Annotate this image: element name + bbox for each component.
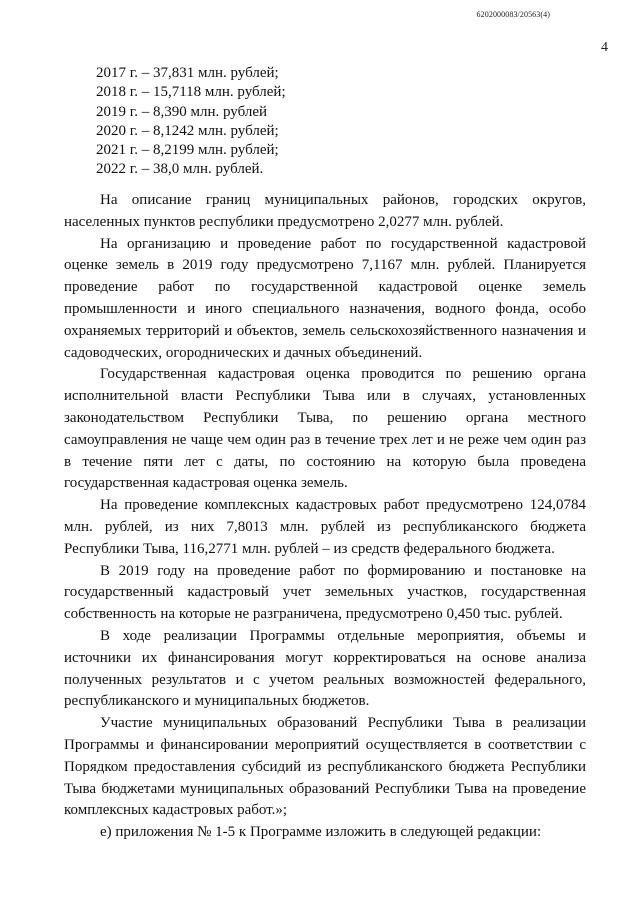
paragraph-program-adjustment: В ходе реализации Программы отдельные мероприятия, объемы и источники их финансирования могут корректироваться на основе анализа полученных результатов и с учетом реальных возможностей федерального, республиканского и муниципальных бюджетов. <box>64 627 586 710</box>
paragraph-boundaries-funding: На описание границ муниципальных районов, городских округов, населенных пунктов республики предусмотрено 2,0277 млн. рублей. <box>64 192 586 230</box>
list-item: 2017 г. – 37,831 млн. рублей; <box>96 65 279 81</box>
list-item: 2020 г. – 8,1242 млн. рублей; <box>96 122 279 139</box>
paragraph-municipal-participation: Участие муниципальных образований Республики Тыва в реализации Программы и финансировании мероприятий осуществляется в соответствии с Порядком предоставления субсидий из республиканского бюджета Республики Тыва бюджетами муниципальных образований Республики Тыва на проведение комплексных кадастровых работ.»; <box>64 715 586 819</box>
list-item: 2019 г. – 8,390 млн. рублей <box>96 103 267 120</box>
paragraph-appendices-amendment: е) приложения № 1-5 к Программе изложить в следующей редакции: <box>100 824 542 841</box>
list-item: 2018 г. – 15,7118 млн. рублей; <box>96 84 286 101</box>
paragraph-cadastral-valuation-procedure: Государственная кадастровая оценка проводится по решению органа исполнительной власти Республики Тыва или в случаях, установленных законодательством Республики Тыва, по решению органа местного самоуправления не чаще чем один раз в течение трех лет и не реже чем один раз в течение пяти лет с даты, по состоянию на которую была проведена государственная кадастровая оценка земель. <box>64 366 586 492</box>
funding-by-year-list <box>96 64 286 180</box>
paragraph-cadastral-valuation-funding: На организацию и проведение работ по государственной кадастровой оценке земель в 2019 году предусмотрено 7,1167 млн. рублей. Планируется проведение работ по государственной кадастровой оценке земель промышленности и иного специального назначения, водного фонда, особо охраняемых территорий и объектов, земель сельскохозяйственного назначения и садоводческих, огороднических и дачных объединений. <box>64 235 586 361</box>
document-id: 6202000083/20563(4) <box>476 10 550 19</box>
document-body <box>64 190 586 844</box>
paragraph-complex-cadastral-works: На проведение комплексных кадастровых работ предусмотрено 124,0784 млн. рублей, из них 7,8013 млн. рублей из республиканского бюджета Республики Тыва, 116,2771 млн. рублей – из средств федерального бюджета. <box>64 497 586 557</box>
page-number: 4 <box>601 40 608 55</box>
list-item: 2021 г. – 8,2199 млн. рублей; <box>96 142 279 159</box>
paragraph-land-registration-2019: В 2019 году на проведение работ по формированию и постановке на государственный кадастровый учет земельных участков, государственная собственность на которые не разграничена, предусмотрено 0,450 тыс. рублей. <box>64 562 586 623</box>
list-item: 2022 г. – 38,0 млн. рублей. <box>96 161 264 178</box>
